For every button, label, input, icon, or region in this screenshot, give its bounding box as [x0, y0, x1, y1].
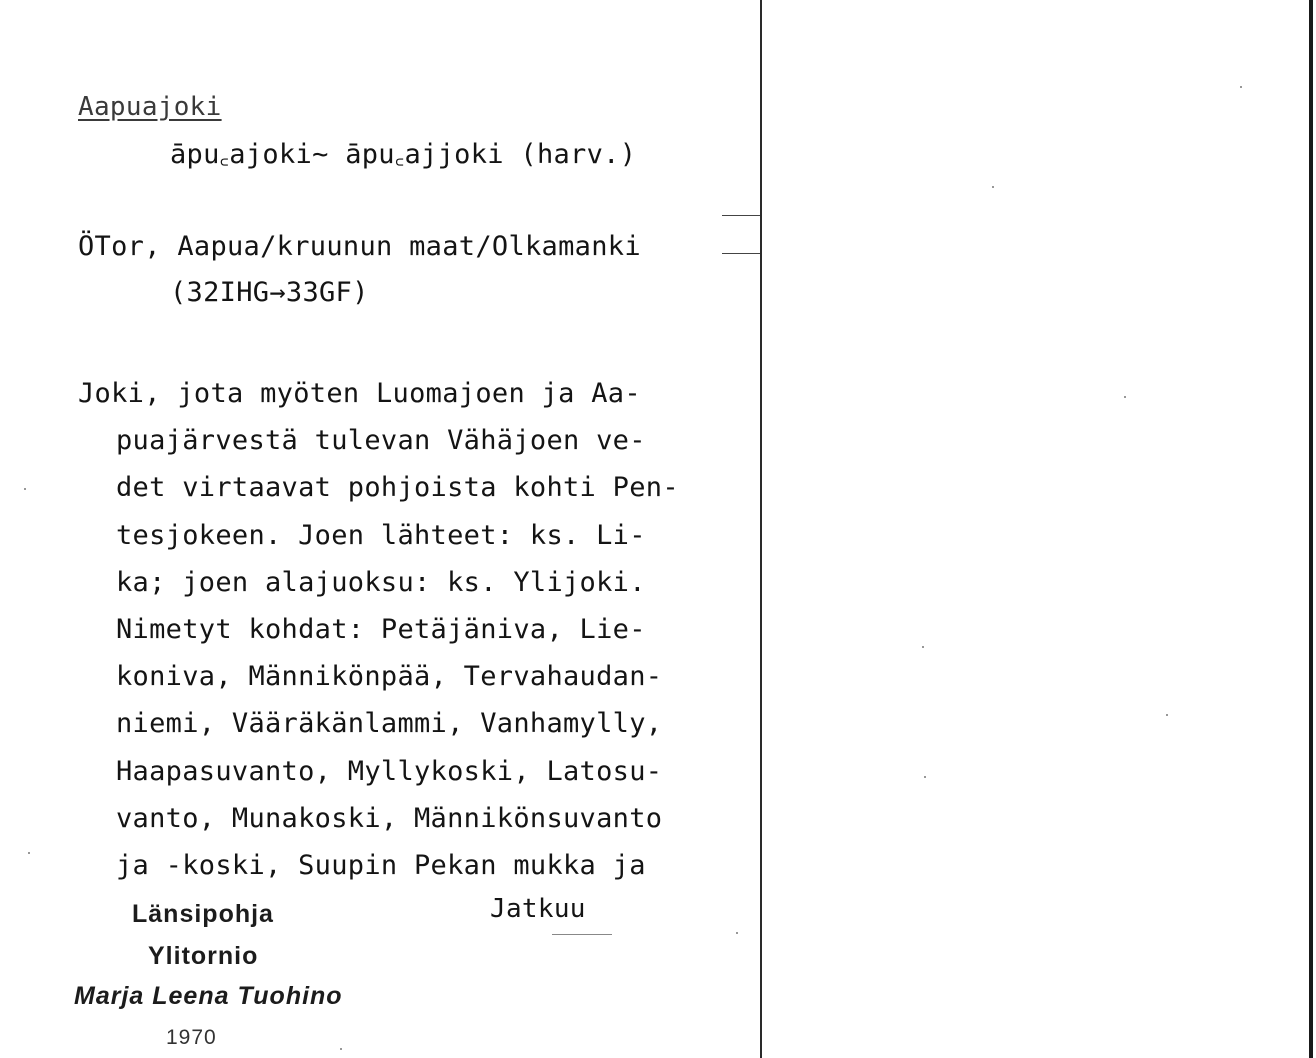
pronunciation: āpu꜀ajoki~ āpu꜀ajjoki (harv.) [170, 139, 637, 170]
description-line: ja -koski, Suupin Pekan mukka ja [116, 849, 646, 881]
stamp-parish: Ylitornio [148, 942, 259, 970]
dash-mark [722, 215, 760, 216]
description-line: koniva, Männikönpää, Tervahaudan- [116, 661, 663, 693]
description-line: Joki, jota myöten Luomajoen ja Aa- [78, 378, 641, 409]
scan-speck [1124, 396, 1126, 398]
description-line: ka; joen alajuoksu: ks. Ylijoki. [116, 566, 646, 598]
scan-speck [28, 852, 30, 854]
scan-speck [922, 646, 924, 648]
description-line: det virtaavat pohjoista kohti Pen- [116, 472, 679, 504]
scan-speck [1240, 86, 1242, 88]
scan-speck [24, 488, 26, 490]
location-line: ÖTor, Aapua/kruunun maat/Olkamanki [78, 231, 641, 262]
stamp-region: Länsipohja [132, 900, 274, 928]
description-line: tesjokeen. Joen lähteet: ks. Li- [116, 519, 646, 551]
place-name-title: Aapuajoki [78, 92, 222, 122]
description-line: puajärvestä tulevan Vähäjoen ve- [116, 425, 646, 457]
description-block [78, 370, 758, 889]
scan-speck [1166, 714, 1168, 716]
continued-note: Jatkuu [490, 894, 586, 924]
scan-speck [340, 1048, 342, 1050]
stamp-year: 1970 [166, 1026, 217, 1049]
scan-border-line [1309, 0, 1313, 1058]
stamp-collector: Marja Leena Tuohino [74, 982, 343, 1010]
dash-mark [722, 253, 760, 254]
dash-mark [552, 934, 612, 935]
description-line: vanto, Munakoski, Männikönsuvanto [116, 802, 663, 834]
description-line: niemi, Vääräkänlammi, Vanhamylly, [116, 708, 663, 740]
scan-speck [736, 932, 738, 934]
grid-reference: (32IHG→33GF) [170, 277, 369, 308]
scan-speck [992, 186, 994, 188]
description-line: Nimetyt kohdat: Petäjäniva, Lie- [116, 613, 646, 645]
card-edge-line [760, 0, 762, 1058]
scan-speck [924, 776, 926, 778]
description-line: Haapasuvanto, Myllykoski, Latosu- [116, 755, 663, 787]
